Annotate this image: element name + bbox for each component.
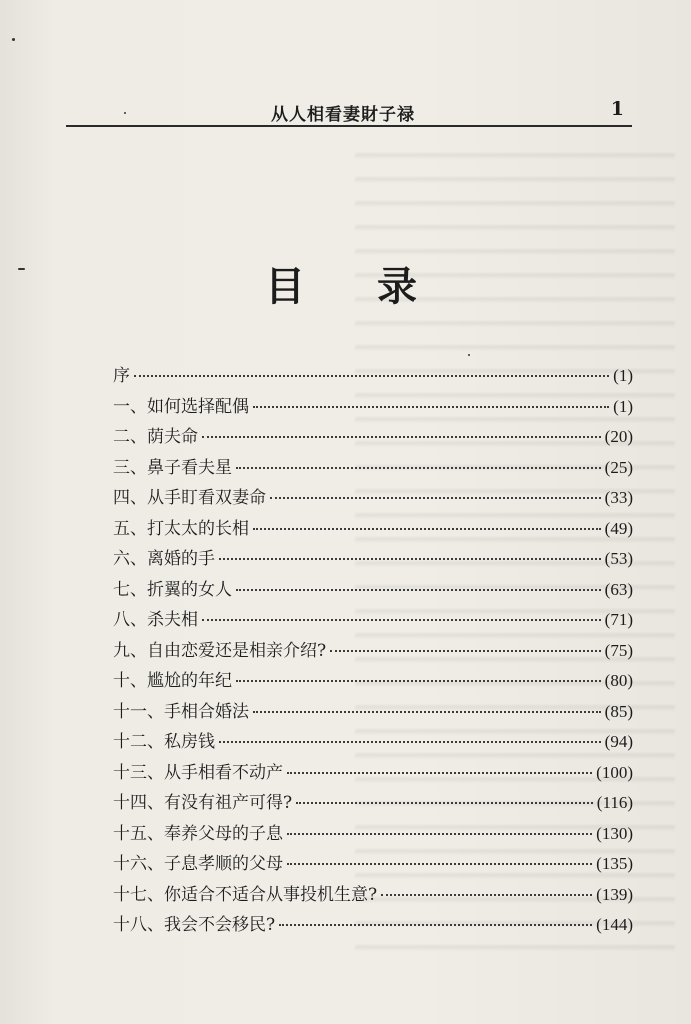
toc-entry-label: 十六、子息孝顺的父母	[113, 854, 283, 874]
toc-entry[interactable]	[113, 422, 633, 453]
toc-entry[interactable]	[113, 666, 633, 697]
toc-entry-label: 十七、你适合不适合从事投机生意?	[113, 884, 378, 905]
page-number: 1	[610, 98, 624, 120]
toc-entry[interactable]	[113, 392, 633, 423]
toc-entry-label: 十八、我会不会移民?	[113, 915, 276, 935]
dot-leader	[253, 406, 609, 408]
dot-leader	[279, 924, 592, 926]
toc-entry-page: (71)	[604, 610, 633, 629]
toc-entry-page: (100)	[596, 762, 633, 782]
dust-speck	[18, 268, 25, 270]
toc-entry-label: 七、折翼的女人	[113, 579, 232, 600]
toc-entry-page: (1)	[613, 396, 633, 416]
toc-entry-page: (63)	[604, 579, 633, 599]
dot-leader	[219, 741, 601, 743]
toc-entry-page: (130)	[596, 823, 633, 843]
dot-leader	[236, 467, 601, 469]
dot-leader	[330, 650, 601, 652]
toc-entry[interactable]	[113, 697, 633, 728]
dust-speck	[468, 354, 470, 356]
dot-leader	[287, 833, 592, 835]
toc-entry-label: 十三、从手相看不动产	[113, 762, 283, 783]
toc-entry[interactable]	[113, 544, 633, 575]
toc-entry-label: 五、打太太的长相	[113, 518, 249, 539]
toc-entry-label: 二、荫夫命	[113, 427, 198, 447]
toc-entry-page: (116)	[596, 793, 633, 812]
toc-entry-page: (49)	[604, 518, 633, 538]
dot-leader	[236, 680, 601, 682]
toc-entry[interactable]	[113, 910, 633, 941]
dot-leader	[202, 619, 601, 621]
toc-entry-label: 一、如何选择配偶	[113, 396, 249, 417]
toc-entry-page: (94)	[604, 732, 633, 751]
toc-title: 目录	[265, 263, 489, 310]
toc-entry[interactable]	[113, 605, 633, 636]
dot-leader	[253, 528, 601, 530]
toc-entry-page: (135)	[596, 854, 633, 873]
toc-entry-label: 八、杀夫相	[113, 610, 198, 630]
toc-entry-page: (144)	[596, 915, 633, 934]
header-rule	[66, 125, 632, 127]
toc-entry-label: 九、自由恋爱还是相亲介绍?	[113, 640, 327, 661]
dot-leader	[270, 497, 601, 499]
toc-entry[interactable]	[113, 880, 633, 911]
toc-entry-label: 十、尴尬的年纪	[113, 671, 232, 691]
toc-entry-page: (25)	[604, 457, 633, 477]
toc-entry-label: 六、离婚的手	[113, 549, 215, 569]
running-header	[66, 96, 632, 126]
toc-entry[interactable]	[113, 788, 633, 819]
dot-leader	[219, 558, 601, 560]
dust-speck	[12, 38, 15, 41]
toc-entry-page: (53)	[604, 549, 633, 568]
toc-entry[interactable]	[113, 453, 633, 484]
toc-entry-page: (85)	[604, 701, 633, 721]
toc-entry-label: 十二、私房钱	[113, 732, 215, 752]
toc-entry[interactable]	[113, 819, 633, 850]
dot-leader	[287, 863, 592, 865]
toc-entry-label: 十一、手相合婚法	[113, 701, 249, 722]
dot-leader	[134, 375, 609, 377]
toc-entry-label: 十五、奉养父母的子息	[113, 823, 283, 844]
toc-entry-label: 四、从手盯看双妻命	[113, 488, 266, 508]
toc-entry-page: (20)	[604, 427, 633, 446]
dot-leader	[236, 589, 601, 591]
dot-leader	[287, 772, 592, 774]
running-title: 从人相看妻財子禄	[271, 105, 415, 125]
toc-entry-label: 序	[113, 366, 130, 386]
toc-entry[interactable]	[113, 575, 633, 606]
dot-leader	[202, 436, 601, 438]
toc-entry-label: 十四、有没有祖产可得?	[113, 793, 293, 813]
toc-entry-page: (75)	[604, 640, 633, 660]
toc-entry[interactable]	[113, 758, 633, 789]
dot-leader	[381, 894, 592, 896]
toc-entry[interactable]	[113, 636, 633, 667]
dot-leader	[253, 711, 601, 713]
dot-leader	[296, 802, 593, 804]
toc-entry-page: (1)	[613, 366, 633, 385]
toc-entry[interactable]	[113, 727, 633, 758]
toc-entry[interactable]	[113, 361, 633, 392]
toc-entry[interactable]	[113, 514, 633, 545]
toc-entry-page: (80)	[604, 671, 633, 690]
toc-entry[interactable]	[113, 483, 633, 514]
toc-entry-page: (33)	[604, 488, 633, 507]
toc-entry-page: (139)	[596, 884, 633, 904]
toc-list	[113, 361, 633, 941]
toc-entry-label: 三、鼻子看夫星	[113, 457, 232, 478]
toc-entry[interactable]	[113, 849, 633, 880]
